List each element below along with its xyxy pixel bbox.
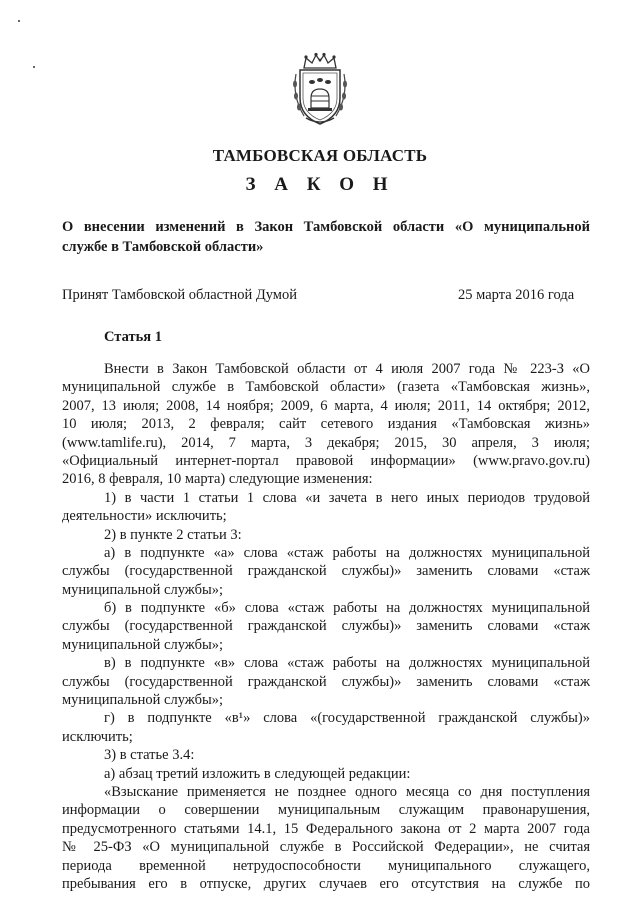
body-line: «Взыскание применяется не позднее одного месяца со дня поступления [104,783,590,800]
document-type-heading: З А К О Н [245,174,395,195]
body-line: «Официальный интернет-портал правовой информации» (www.pravo.gov.ru) [62,452,590,469]
article-body [62,360,590,893]
body-line: информации о совершении муниципальным служащим правонарушения, [62,802,590,819]
body-line: периода временной нетрудоспособности муниципального служащего, [62,857,590,874]
body-line: службы (государственной гражданской службы)» заменить словами «стаж [62,618,590,635]
body-line: а) абзац третий изложить в следующей редакции: [104,765,411,782]
adopted-by: Принят Тамбовской областной Думой [62,287,297,303]
adoption-date: 25 марта 2016 года [458,287,575,303]
body-line: пребывания его в отпуске, других случаев его отсутствия на службе по [62,875,590,892]
body-line: 2) в пункте 2 статьи 3: [104,526,242,543]
body-line: № 25-ФЗ «О муниципальной службе в Российской Федерации», не считая [62,839,590,856]
body-line: 3) в статье 3.4: [104,747,195,764]
body-line: Внести в Закон Тамбовской области от 4 июля 2007 года № 223-З «О [104,361,590,377]
body-line: 1) в части 1 статьи 1 слова «и зачета в него иных периодов трудовой [104,489,590,506]
body-line: б) в подпункте «б» слова «стаж работы на должностях муниципальной [104,600,590,617]
body-line: службы (государственной гражданской службы)» заменить словами «стаж [62,673,590,690]
body-line: предусмотренного статьями 14.1, 15 Федерального закона от 2 марта 2007 года [62,820,590,837]
region-heading: ТАМБОВСКАЯ ОБЛАСТЬ [212,146,428,165]
body-line: деятельности» исключить; [62,508,227,525]
law-title-line: О внесении изменений в Закон Тамбовской области «О муниципальной [62,219,590,235]
article-heading: Статья 1 [104,329,162,345]
body-line: в) в подпункте «в» слова «стаж работы на должностях муниципальной [104,655,590,672]
body-line: муниципальной службе в Тамбовской области» (газета «Тамбовская жизнь», [62,379,590,396]
body-line: (www.tamlife.ru), 2014, 7 марта, 3 декабря; 2015, 30 апреля, 3 июля; [62,434,590,451]
law-title-line: службе в Тамбовской области» [62,239,264,255]
body-line: г) в подпункте «в¹» слова «(государственной гражданской службы)» [104,710,590,727]
coat-of-arms-icon [290,52,350,128]
body-line: исключить; [62,728,133,745]
body-line: 2007, 13 июля; 2008, 14 ноября; 2009, 6 марта, 4 июля; 2011, 14 октября; 2012, [62,397,590,414]
body-line: муниципальной службы»; [62,581,223,598]
body-line: службы (государственной гражданской службы)» заменить словами «стаж [62,563,590,580]
law-title [62,217,590,257]
body-line: 2016, 8 февраля, 10 марта) следующие изменения: [62,471,373,488]
body-line: муниципальной службы»; [62,692,223,709]
body-line: муниципальной службы»; [62,636,223,653]
body-line: 10 июля; 2013, 2 февраля; сайт сетевого издания «Тамбовская жизнь» [62,416,590,433]
scan-speck [33,66,35,68]
scan-speck [18,20,20,22]
body-line: а) в подпункте «а» слова «стаж работы на должностях муниципальной [104,544,590,561]
